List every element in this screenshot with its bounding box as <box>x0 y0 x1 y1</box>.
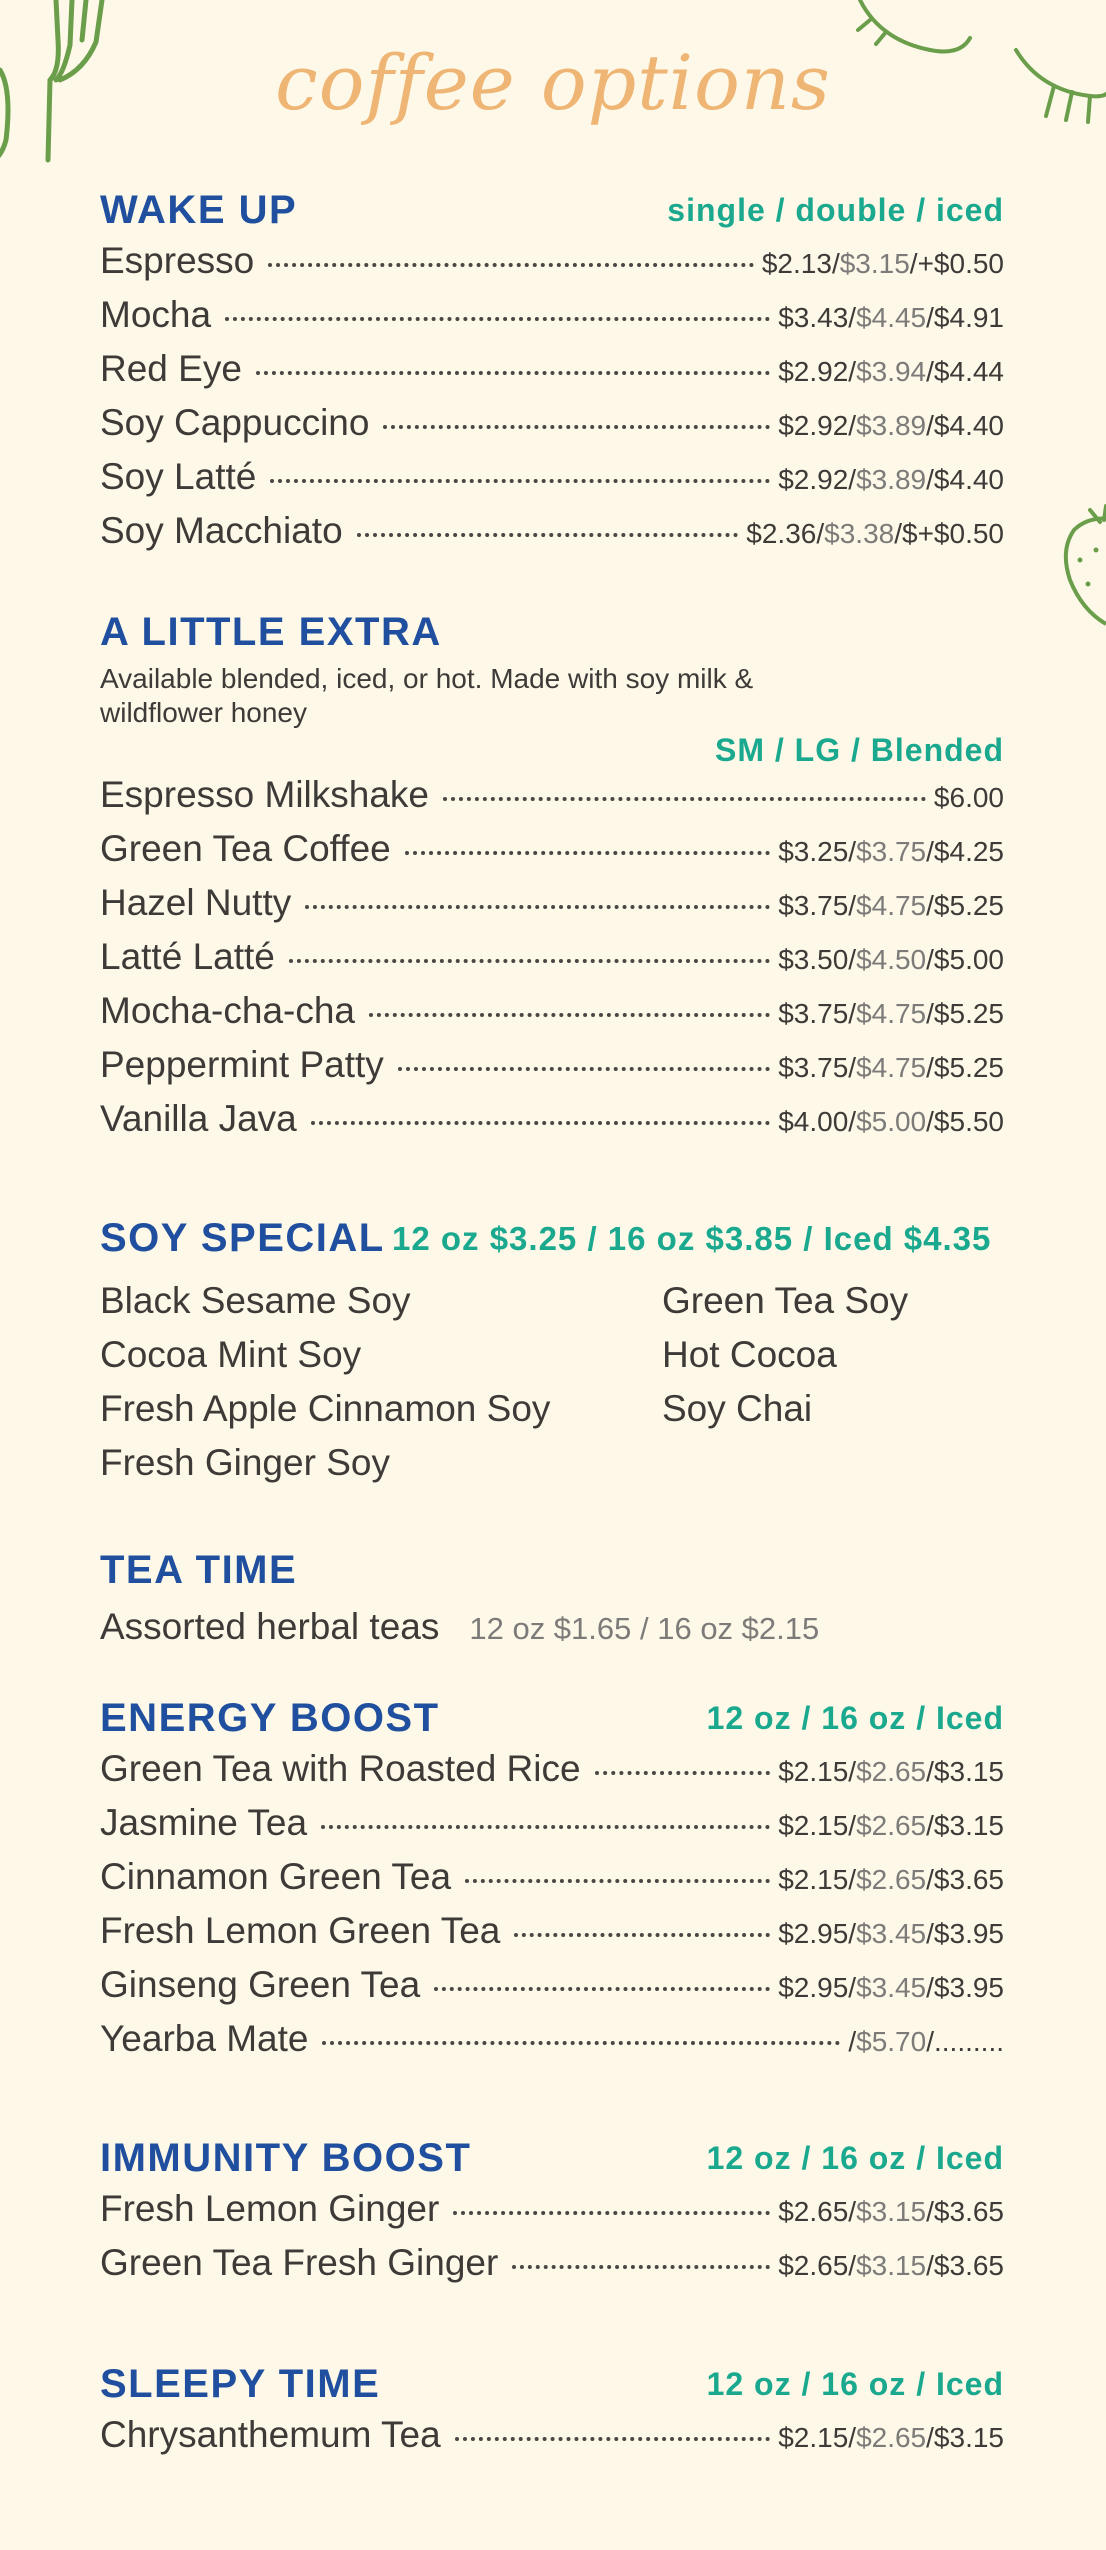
soy-column-right <box>662 1274 1002 1490</box>
price-separator: / <box>926 2422 934 2453</box>
price-small: $4.00 <box>778 1106 849 1137</box>
price-iced: $3.65 <box>933 2250 1004 2281</box>
dot-leader <box>383 425 770 429</box>
price-single: $6.00 <box>933 782 1004 813</box>
price-small: $2.65 <box>778 2196 849 2227</box>
dot-leader <box>455 2437 771 2441</box>
price-small: $3.75 <box>778 1052 849 1083</box>
menu-list <box>100 2188 1004 2296</box>
section-immunity-boost <box>100 2136 1004 2296</box>
price-iced: $3.95 <box>933 1972 1004 2003</box>
item-name: Jasmine Tea <box>100 1802 308 1843</box>
dot-leader <box>595 1771 771 1775</box>
price-large: $4.75 <box>856 998 927 1029</box>
soy-item: Green Tea Soy <box>662 1280 909 1321</box>
dot-leader <box>321 1825 770 1829</box>
section-title: TEA TIME <box>100 1548 298 1592</box>
section-wake-up <box>100 188 1004 564</box>
item-name: Green Tea Coffee <box>100 828 391 869</box>
price-separator: / <box>926 2196 934 2227</box>
price-large: $3.45 <box>856 1918 927 1949</box>
price-separator: / <box>894 518 902 549</box>
item-name: Mocha <box>100 294 212 335</box>
price-separator: / <box>848 1918 857 1949</box>
price-separator: / <box>926 1810 934 1841</box>
menu-item <box>100 1964 1004 2018</box>
price-separator: / <box>848 2196 857 2227</box>
price-small: $2.15 <box>778 1810 849 1841</box>
section-title: SLEEPY TIME <box>100 2362 381 2406</box>
price-separator: / <box>926 836 934 867</box>
dot-leader <box>405 851 770 855</box>
size-labels: SM / LG / Blended <box>714 732 1004 768</box>
item-name: Chrysanthemum Tea <box>100 2414 441 2455</box>
price-separator: / <box>831 248 840 279</box>
size-row <box>100 730 1004 774</box>
item-name: Yearba Mate <box>100 2018 309 2059</box>
price-separator: / <box>926 1756 934 1787</box>
dot-leader <box>289 959 770 963</box>
price-small: $2.92 <box>778 356 849 387</box>
price-separator: / <box>848 836 857 867</box>
item-price <box>778 944 1004 976</box>
price-small: $3.25 <box>778 836 849 867</box>
price-iced: $5.25 <box>933 890 1004 921</box>
item-price <box>778 302 1004 334</box>
menu-item <box>100 1044 1004 1098</box>
section-energy-boost <box>100 1696 1004 2072</box>
soy-column-left <box>100 1274 662 1490</box>
menu-list <box>100 774 1004 1152</box>
item-price <box>778 2196 1004 2228</box>
item-name: Soy Cappuccino <box>100 402 370 443</box>
item-name: Mocha-cha-cha <box>100 990 356 1031</box>
soy-item: Black Sesame Soy <box>100 1280 411 1321</box>
item-name: Espresso <box>100 240 255 281</box>
item-name: Soy Latté <box>100 456 257 497</box>
price-large: $3.15 <box>856 2250 927 2281</box>
dot-leader <box>512 2265 770 2269</box>
price-large: $3.89 <box>856 410 927 441</box>
dot-leader <box>369 1013 770 1017</box>
price-separator: / <box>848 410 857 441</box>
price-iced: $3.65 <box>933 1864 1004 1895</box>
dot-leader <box>322 2041 840 2045</box>
price-large: $5.70 <box>856 2026 927 2057</box>
price-separator: / <box>848 2422 857 2453</box>
section-header <box>100 2362 1004 2414</box>
section-tea-time <box>100 1548 1004 1648</box>
price-large: $3.45 <box>856 1972 927 2003</box>
item-price: 12 oz $1.65 / 16 oz $2.15 <box>469 1611 820 1646</box>
item-price <box>778 1106 1004 1138</box>
price-small: $2.15 <box>778 1756 849 1787</box>
menu-item <box>100 1098 1004 1152</box>
price-large: $5.00 <box>856 1106 927 1137</box>
price-large: $3.75 <box>856 836 927 867</box>
item-price <box>778 464 1004 496</box>
item-name: Vanilla Java <box>100 1098 297 1139</box>
menu-item <box>100 1856 1004 1910</box>
price-small: $3.50 <box>778 944 849 975</box>
menu-item <box>100 1802 1004 1856</box>
menu-list <box>100 2414 1004 2468</box>
section-title: ENERGY BOOST <box>100 1696 440 1740</box>
menu-item <box>100 1910 1004 1964</box>
dot-leader <box>453 2211 770 2215</box>
price-iced: $5.00 <box>933 944 1004 975</box>
price-iced: $4.40 <box>933 464 1004 495</box>
item-price <box>778 890 1004 922</box>
dot-leader <box>225 317 770 321</box>
price-iced: $4.25 <box>933 836 1004 867</box>
menu-item <box>100 2018 1004 2072</box>
section-a-little-extra <box>100 610 1004 1152</box>
dot-leader <box>270 479 770 483</box>
price-large: $3.89 <box>856 464 927 495</box>
item-name: Assorted herbal teas <box>100 1606 440 1647</box>
menu-item <box>100 402 1004 456</box>
price-small: $2.15 <box>778 2422 849 2453</box>
dot-leader <box>398 1067 770 1071</box>
price-separator: / <box>926 1052 934 1083</box>
price-iced: $3.65 <box>933 2196 1004 2227</box>
item-price <box>778 1052 1004 1084</box>
item-price <box>778 1864 1004 1896</box>
item-name: Red Eye <box>100 348 242 389</box>
price-separator: / <box>848 998 857 1029</box>
dot-leader <box>305 905 770 909</box>
size-labels: 12 oz / 16 oz / Iced <box>706 2140 1004 2176</box>
item-name: Soy Macchiato <box>100 510 343 551</box>
price-separator: / <box>926 1106 934 1137</box>
section-soy-special <box>100 1216 1004 1490</box>
price-small: $2.95 <box>778 1972 849 2003</box>
price-small: $2.36 <box>746 518 817 549</box>
item-price <box>778 2422 1004 2454</box>
soy-item: Fresh Ginger Soy <box>100 1442 390 1483</box>
price-large: $3.15 <box>856 2196 927 2227</box>
page-title: coffee options <box>275 38 831 127</box>
price-large: $3.94 <box>856 356 927 387</box>
item-price <box>848 2026 1004 2058</box>
section-header <box>100 2136 1004 2188</box>
section-sleepy-time <box>100 2362 1004 2468</box>
price-separator: / <box>926 2026 934 2057</box>
price-separator: / <box>926 1972 934 2003</box>
item-price <box>778 1756 1004 1788</box>
section-header <box>100 1696 1004 1748</box>
price-small: $2.92 <box>778 410 849 441</box>
price-separator: / <box>848 1810 857 1841</box>
item-name: Hazel Nutty <box>100 882 292 923</box>
item-price <box>746 518 1004 550</box>
size-labels: single / double / iced <box>667 192 1004 228</box>
price-large: $2.65 <box>856 1810 927 1841</box>
price-large: $4.75 <box>856 890 927 921</box>
strawberry-icon <box>1060 500 1106 630</box>
price-iced: $3.15 <box>933 1810 1004 1841</box>
price-separator: / <box>848 302 857 333</box>
item-price <box>778 998 1004 1030</box>
item-price <box>778 356 1004 388</box>
item-name: Peppermint Patty <box>100 1044 384 1085</box>
size-labels: 12 oz / 16 oz / Iced <box>706 1700 1004 1736</box>
price-separator: / <box>926 356 934 387</box>
price-iced: +$0.50 <box>917 248 1004 279</box>
price-large: $2.65 <box>856 1756 927 1787</box>
price-iced: $3.15 <box>933 2422 1004 2453</box>
menu-item <box>100 2188 1004 2242</box>
soy-item: Soy Chai <box>662 1388 813 1429</box>
price-separator: / <box>848 464 857 495</box>
menu-item <box>100 2242 1004 2296</box>
menu-item <box>100 510 1004 564</box>
price-separator: / <box>848 1864 857 1895</box>
price-separator: / <box>926 2250 934 2281</box>
price-iced: $+$0.50 <box>902 518 1004 549</box>
price-small: $3.75 <box>778 890 849 921</box>
price-separator: / <box>848 1972 857 2003</box>
item-name: Ginseng Green Tea <box>100 1964 421 2005</box>
price-iced: $4.91 <box>933 302 1004 333</box>
price-separator: / <box>926 890 934 921</box>
section-title: SOY SPECIAL <box>100 1216 385 1260</box>
price-separator: / <box>816 518 825 549</box>
menu-item <box>100 1748 1004 1802</box>
price-small: $2.13 <box>761 248 832 279</box>
price-small: $2.95 <box>778 1918 849 1949</box>
price-small: $3.43 <box>778 302 849 333</box>
price-iced: $5.25 <box>933 998 1004 1029</box>
price-separator: / <box>926 410 934 441</box>
price-separator: / <box>848 944 857 975</box>
price-separator: / <box>926 1864 934 1895</box>
soy-item: Cocoa Mint Soy <box>100 1334 362 1375</box>
item-name: Green Tea Fresh Ginger <box>100 2242 499 2283</box>
price-large: $2.65 <box>856 2422 927 2453</box>
price-iced: $5.25 <box>933 1052 1004 1083</box>
section-header <box>100 188 1004 240</box>
dot-leader <box>443 797 926 801</box>
menu-item <box>100 828 1004 882</box>
item-price <box>778 410 1004 442</box>
dot-leader <box>311 1121 770 1125</box>
item-name: Fresh Lemon Green Tea <box>100 1910 501 1951</box>
price-large: $3.38 <box>824 518 895 549</box>
price-separator: / <box>848 890 857 921</box>
menu-item <box>100 990 1004 1044</box>
section-header <box>100 610 1004 662</box>
menu-item <box>100 240 1004 294</box>
price-small: $3.75 <box>778 998 849 1029</box>
price-iced: $3.95 <box>933 1918 1004 1949</box>
price-large: $2.65 <box>856 1864 927 1895</box>
menu-list <box>100 240 1004 564</box>
price-small: $2.92 <box>778 464 849 495</box>
price-small: $2.65 <box>778 2250 849 2281</box>
item-price <box>778 836 1004 868</box>
section-title: A LITTLE EXTRA <box>100 610 442 654</box>
price-separator: / <box>848 2250 857 2281</box>
soy-item: Hot Cocoa <box>662 1334 837 1375</box>
price-large: $3.15 <box>839 248 910 279</box>
dot-leader <box>514 1933 770 1937</box>
dot-leader <box>256 371 770 375</box>
soy-item: Fresh Apple Cinnamon Soy <box>100 1388 551 1429</box>
menu-item <box>100 774 1004 828</box>
price-separator: / <box>926 944 934 975</box>
section-header <box>100 1548 1004 1600</box>
size-labels: 12 oz / 16 oz / Iced <box>706 2366 1004 2402</box>
size-labels: 12 oz $3.25 / 16 oz $3.85 / Iced $4.35 <box>392 1220 992 1257</box>
price-separator: / <box>909 248 918 279</box>
price-separator: / <box>848 1756 857 1787</box>
section-title: IMMUNITY BOOST <box>100 2136 472 2180</box>
menu-item <box>100 2414 1004 2468</box>
dot-leader <box>268 263 754 267</box>
item-name: Cinnamon Green Tea <box>100 1856 452 1897</box>
menu-item <box>100 936 1004 990</box>
menu-item <box>100 348 1004 402</box>
item-name: Latté Latté <box>100 936 275 977</box>
item-price <box>778 2250 1004 2282</box>
item-price <box>762 248 1004 280</box>
dot-leader <box>465 1879 770 1883</box>
price-separator: / <box>926 302 934 333</box>
menu-list <box>100 1748 1004 2072</box>
price-small: $2.15 <box>778 1864 849 1895</box>
price-large: $4.75 <box>856 1052 927 1083</box>
item-name: Espresso Milkshake <box>100 774 430 815</box>
section-title: WAKE UP <box>100 188 298 232</box>
item-price <box>934 782 1004 814</box>
price-separator: / <box>926 464 934 495</box>
item-price <box>778 1918 1004 1950</box>
price-iced: ......... <box>933 2026 1004 2057</box>
menu-item <box>100 456 1004 510</box>
price-large: $4.50 <box>856 944 927 975</box>
price-separator: / <box>848 1106 857 1137</box>
item-price <box>778 1810 1004 1842</box>
price-iced: $4.44 <box>933 356 1004 387</box>
item-price <box>778 1972 1004 2004</box>
price-separator: / <box>848 1052 857 1083</box>
soy-columns <box>100 1274 1004 1490</box>
price-iced: $5.50 <box>933 1106 1004 1137</box>
price-separator: / <box>926 1918 934 1949</box>
price-separator: / <box>848 356 857 387</box>
dot-leader <box>434 1987 770 1991</box>
menu-item <box>100 294 1004 348</box>
price-large: $4.45 <box>856 302 927 333</box>
dot-leader <box>357 533 739 537</box>
item-name: Green Tea with Roasted Rice <box>100 1748 581 1789</box>
item-name: Fresh Lemon Ginger <box>100 2188 440 2229</box>
section-description: Available blended, iced, or hot. Made with soy milk & wildflower honey <box>100 663 754 728</box>
section-header <box>100 1216 1004 1268</box>
menu-item <box>100 882 1004 936</box>
price-iced: $3.15 <box>933 1756 1004 1787</box>
price-separator: / <box>926 998 934 1029</box>
menu-item <box>100 1606 1004 1648</box>
price-separator: / <box>848 2026 857 2057</box>
price-iced: $4.40 <box>933 410 1004 441</box>
